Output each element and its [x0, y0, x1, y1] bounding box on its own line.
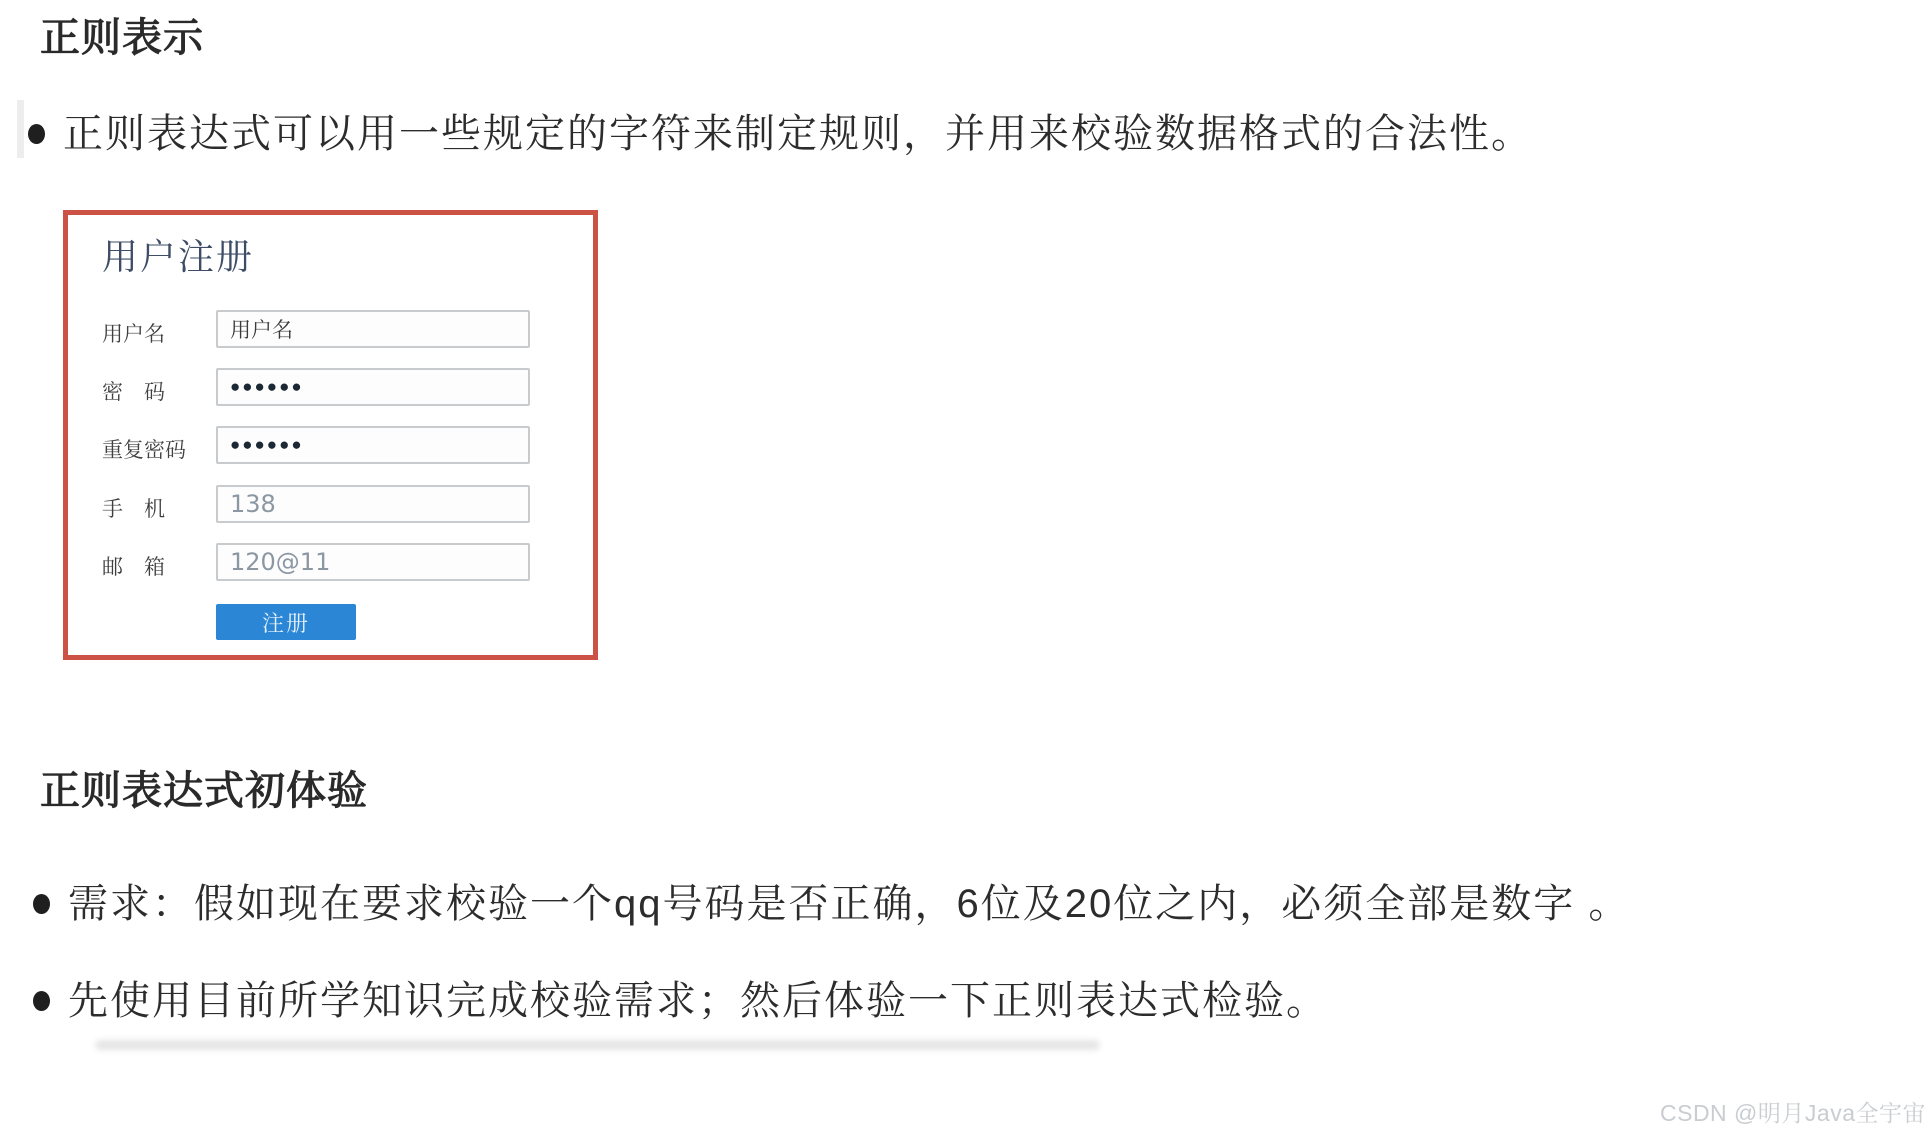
- list-item: [33, 977, 1328, 1025]
- cutoff-text-artifact: [95, 1040, 1100, 1050]
- password-label: 密 码: [102, 380, 165, 404]
- phone-input[interactable]: [216, 485, 530, 523]
- registration-form: [68, 215, 593, 655]
- phone-label: 手 机: [102, 497, 165, 521]
- bullet-dot-icon: [33, 894, 50, 914]
- form-row-password: [68, 368, 593, 406]
- form-row-email: [68, 543, 593, 581]
- watermark: CSDN @明月Java全宇宙: [1660, 1100, 1926, 1126]
- page-title-2: 正则表达式初体验: [40, 769, 368, 813]
- form-row-username: [68, 310, 593, 348]
- registration-form-frame: [63, 210, 598, 660]
- list-item: [33, 880, 1630, 928]
- repeat-password-input[interactable]: [216, 426, 530, 464]
- email-input[interactable]: [216, 543, 530, 581]
- page-title: 正则表示: [40, 16, 204, 60]
- password-input[interactable]: [216, 368, 530, 406]
- bullet-dot-icon: [28, 124, 45, 144]
- left-edge-artifact: [17, 100, 24, 158]
- form-row-phone: [68, 485, 593, 523]
- form-row-repeat-password: [68, 426, 593, 464]
- form-title: 用户注册: [102, 237, 255, 277]
- username-label: 用户名: [102, 322, 165, 346]
- email-label: 邮 箱: [102, 555, 165, 579]
- list-item: [28, 110, 1533, 158]
- username-input[interactable]: [216, 310, 530, 348]
- repeat-password-label: 重复密码: [102, 438, 186, 462]
- bullet-text: 先使用目前所学知识完成校验需求；然后体验一下正则表达式检验。: [68, 979, 1328, 1023]
- bullet-text: 需求：假如现在要求校验一个qq号码是否正确，6位及20位之内，必须全部是数字 。: [68, 882, 1631, 926]
- bullet-text: 正则表达式可以用一些规定的字符来制定规则，并用来校验数据格式的合法性。: [63, 112, 1533, 156]
- bullet-dot-icon: [33, 991, 50, 1011]
- register-button[interactable]: 注册: [216, 604, 356, 640]
